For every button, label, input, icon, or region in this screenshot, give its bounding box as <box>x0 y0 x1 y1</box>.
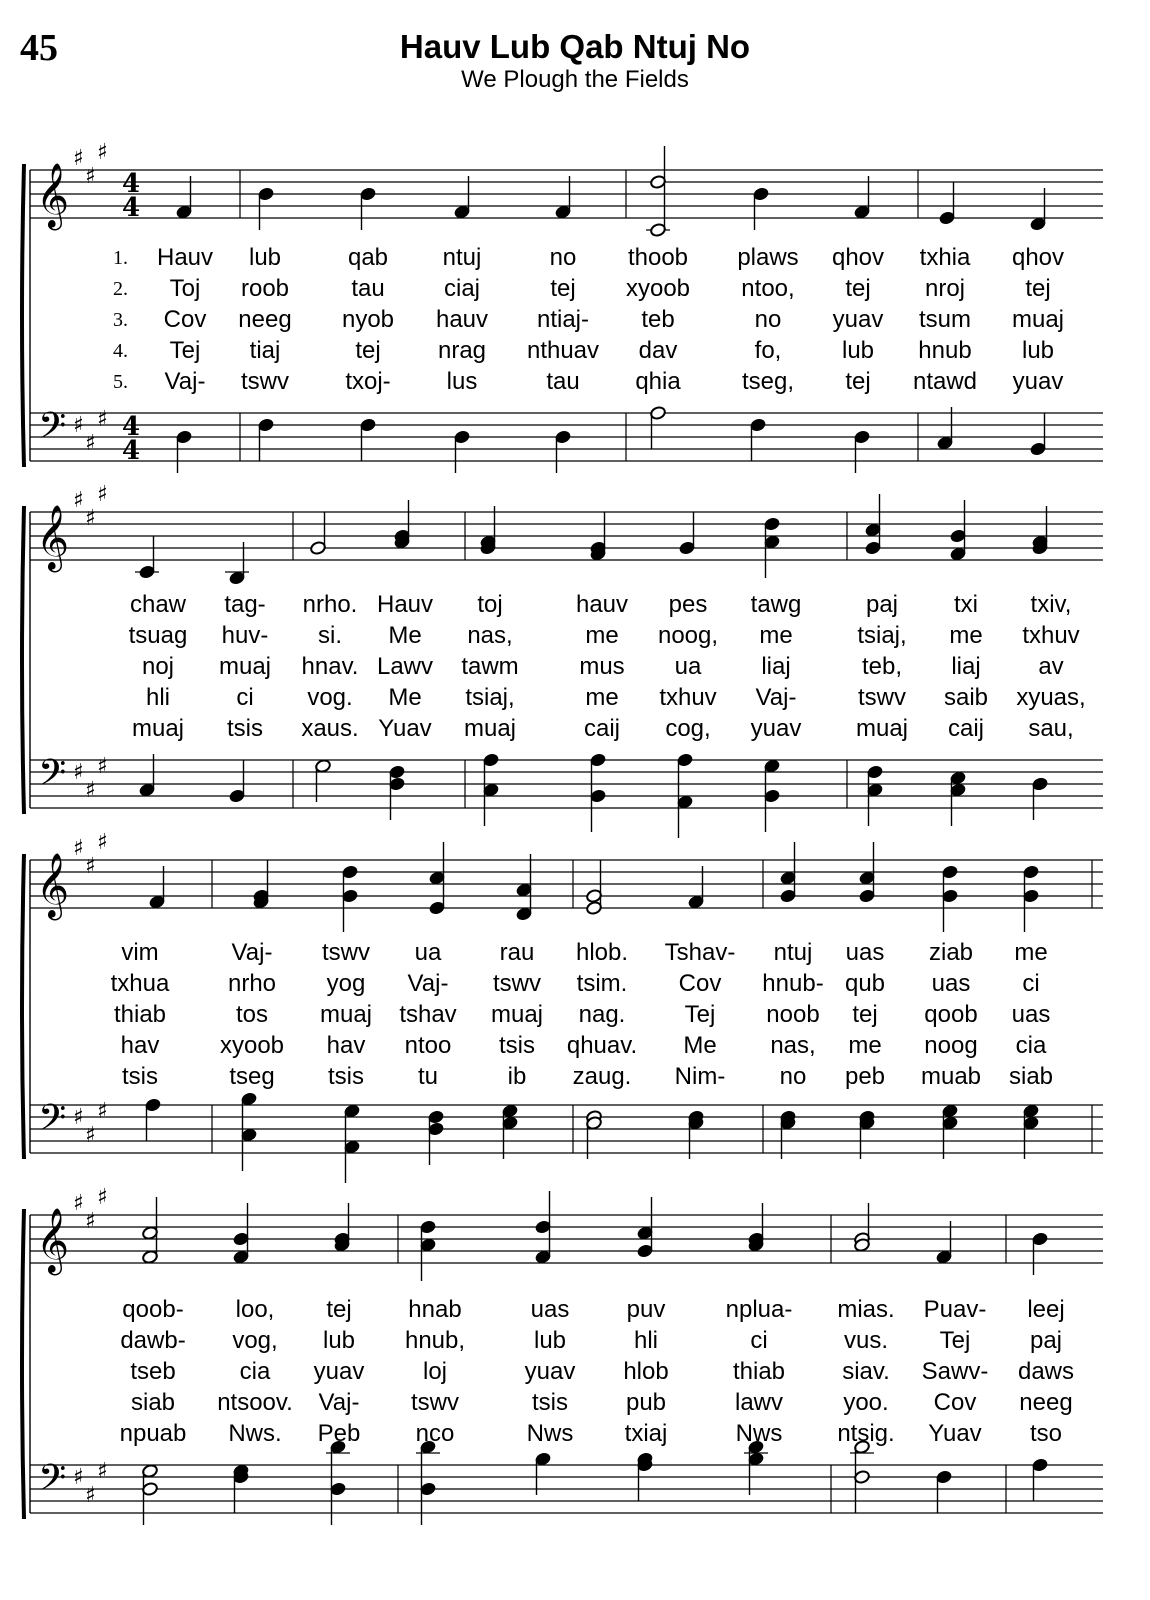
lyric-syllable: thiab <box>113 1001 167 1028</box>
lyric-syllable: teb <box>641 306 675 333</box>
time-signature-upper: 4 <box>122 169 141 199</box>
sharp-icon: ♯ <box>73 1191 84 1216</box>
lyric-syllable: lub <box>248 244 282 271</box>
lyric-syllable: yuav <box>750 715 802 742</box>
lyric-syllable: muaj <box>319 1001 373 1028</box>
lyric-syllable: rau <box>499 939 535 966</box>
lyric-syllable: lub <box>533 1327 567 1354</box>
lyric-syllable: xaus. <box>301 715 359 742</box>
lyric-syllable: loj <box>422 1358 448 1385</box>
lyric-syllable: Vaj- <box>164 368 206 395</box>
lyric-syllable: tej <box>845 368 871 395</box>
verse-number: 5. <box>113 371 128 393</box>
lyric-syllable: lus <box>446 368 478 395</box>
lyric-syllable: vog, <box>232 1327 278 1354</box>
lyric-syllable: me <box>949 622 983 649</box>
lyric-syllable: xyoob <box>219 1032 285 1059</box>
lyric-syllable: huv- <box>221 622 269 649</box>
lyric-syllable: loo, <box>235 1296 275 1323</box>
sharp-icon: ♯ <box>97 1185 108 1210</box>
time-signature-lower: 4 <box>122 193 141 223</box>
lyric-syllable: hnub, <box>404 1327 466 1354</box>
lyric-syllable: paj <box>865 591 899 618</box>
lyric-line <box>0 715 1150 743</box>
lyric-syllable: paj <box>1029 1327 1063 1354</box>
lyric-syllable: nas, <box>467 622 513 649</box>
lyric-syllable: cia <box>239 1358 271 1385</box>
lyric-syllable: chaw <box>129 591 187 618</box>
lyric-syllable: neeg <box>238 306 292 333</box>
lyric-line <box>0 622 1150 650</box>
lyric-line <box>0 275 1150 303</box>
lyric-syllable: qub <box>844 970 886 997</box>
lyric-syllable: uas <box>845 939 885 966</box>
lyric-syllable: siab <box>130 1389 176 1416</box>
lyric-syllable: pes <box>668 591 708 618</box>
lyric-line <box>0 1358 1150 1386</box>
lyric-syllable: qhia <box>635 368 681 395</box>
lyric-syllable: tsum <box>918 306 972 333</box>
treble-clef-icon: 𝄞 <box>36 163 70 228</box>
lyric-syllable: tawm <box>461 653 519 680</box>
lyric-syllable: ntsig. <box>837 1420 895 1447</box>
lyric-syllable: Puav- <box>923 1296 987 1323</box>
lyric-syllable: hlob. <box>575 939 629 966</box>
lyric-syllable: tag- <box>224 591 266 618</box>
lyric-syllable: no <box>779 1063 807 1090</box>
lyric-syllable: Vaj- <box>318 1389 360 1416</box>
lyric-syllable: Cov <box>933 1389 977 1416</box>
lyric-syllable: me <box>759 622 793 649</box>
lyric-syllable: tsis <box>328 1063 364 1090</box>
lyric-line <box>0 1296 1150 1324</box>
lyric-syllable: tseg <box>229 1063 275 1090</box>
sharp-icon: ♯ <box>85 1123 96 1148</box>
lyric-syllable: zaug. <box>572 1063 632 1090</box>
sharp-icon: ♯ <box>85 778 96 803</box>
lyric-syllable: hli <box>145 684 171 711</box>
lyric-syllable: roob <box>240 275 290 302</box>
lyric-syllable: nrag <box>437 337 487 364</box>
lyric-syllable: tsuag <box>128 622 188 649</box>
lyric-syllable: neeg <box>1019 1389 1073 1416</box>
hymn-title: Hauv Lub Qab Ntuj No <box>399 28 751 65</box>
lyric-syllable: Tej <box>684 1001 716 1028</box>
lyric-syllable: peb <box>844 1063 886 1090</box>
sharp-icon: ♯ <box>97 140 108 165</box>
lyric-syllable: siav. <box>842 1358 890 1385</box>
lyric-line <box>0 244 1150 272</box>
lyric-syllable: ci <box>1022 970 1040 997</box>
sharp-icon: ♯ <box>97 407 108 432</box>
lyric-syllable: tej <box>550 275 576 302</box>
lyric-syllable: ntuj <box>773 939 813 966</box>
lyric-syllable: Hauv <box>376 591 434 618</box>
lyric-syllable: muaj <box>131 715 185 742</box>
sharp-icon: ♯ <box>73 146 84 171</box>
lyric-syllable: nas, <box>770 1032 816 1059</box>
lyric-syllable: ntoo, <box>741 275 795 302</box>
lyric-syllable: yuav <box>832 306 884 333</box>
treble-staff <box>30 512 1103 560</box>
lyric-syllable: puv <box>626 1296 666 1323</box>
lyric-syllable: daws <box>1017 1358 1075 1385</box>
lyric-syllable: Yuav <box>378 715 432 742</box>
lyric-syllable: cia <box>1015 1032 1047 1059</box>
lyric-syllable: Tshav- <box>664 939 736 966</box>
lyric-syllable: muaj <box>218 653 272 680</box>
lyric-syllable: txiv, <box>1030 591 1072 618</box>
lyric-syllable: nag. <box>578 1001 626 1028</box>
lyric-syllable: yuav <box>313 1358 365 1385</box>
lyric-line <box>0 1327 1150 1355</box>
lyric-syllable: hauv <box>435 306 489 333</box>
lyric-syllable: Nim- <box>674 1063 726 1090</box>
lyric-syllable: si. <box>318 622 342 649</box>
sharp-icon: ♯ <box>85 506 96 531</box>
lyric-line <box>0 684 1150 712</box>
lyric-line <box>0 970 1150 998</box>
sharp-icon: ♯ <box>73 836 84 861</box>
sharp-icon: ♯ <box>73 1105 84 1130</box>
time-signature-upper: 4 <box>122 412 141 442</box>
verse-number: 1. <box>113 247 128 269</box>
lyric-syllable: txhua <box>110 970 170 997</box>
lyric-syllable: fo, <box>754 337 782 364</box>
lyric-syllable: noob <box>766 1001 820 1028</box>
bass-clef-icon: 𝄢 <box>38 1457 67 1508</box>
lyric-syllable: tswv <box>493 970 541 997</box>
lyric-syllable: ntiaj- <box>536 306 590 333</box>
lyric-syllable: ib <box>507 1063 527 1090</box>
lyric-line <box>0 1063 1150 1091</box>
lyric-syllable: tswv <box>322 939 370 966</box>
lyric-syllable: tswv <box>241 368 289 395</box>
lyric-syllable: tshav <box>399 1001 457 1028</box>
lyric-syllable: nroj <box>924 275 966 302</box>
lyric-syllable: thoob <box>627 244 689 271</box>
lyric-syllable: liaj <box>761 653 791 680</box>
lyric-syllable: teb, <box>861 653 903 680</box>
lyric-syllable: tej <box>326 1296 352 1323</box>
lyric-syllable: ntuj <box>442 244 482 271</box>
lyric-syllable: ci <box>236 684 254 711</box>
lyric-line <box>0 653 1150 681</box>
lyric-syllable: qhuav. <box>566 1032 638 1059</box>
lyric-syllable: mias. <box>837 1296 895 1323</box>
lyric-line <box>0 306 1150 334</box>
lyric-syllable: noog <box>924 1032 978 1059</box>
lyric-syllable: ua <box>674 653 702 680</box>
lyric-syllable: vog. <box>307 684 353 711</box>
lyric-syllable: tu <box>417 1063 439 1090</box>
lyric-syllable: no <box>549 244 577 271</box>
lyric-syllable: toj <box>477 591 503 618</box>
lyric-syllable: tseg, <box>741 368 795 395</box>
lyric-syllable: tswv <box>411 1389 459 1416</box>
lyric-syllable: ntawd <box>912 368 978 395</box>
lyric-syllable: txhuv <box>1022 622 1080 649</box>
lyric-syllable: tseb <box>130 1358 176 1385</box>
lyric-syllable: vim <box>121 939 159 966</box>
time-signature-lower: 4 <box>122 436 141 466</box>
lyric-syllable: ntsoov. <box>217 1389 293 1416</box>
lyric-syllable: xyoob <box>625 275 691 302</box>
hymn-subtitle: We Plough the Fields <box>461 66 689 93</box>
lyric-syllable: yuav <box>524 1358 576 1385</box>
lyric-syllable: tej <box>1025 275 1051 302</box>
lyric-syllable: dav <box>638 337 678 364</box>
lyric-syllable: lawv <box>734 1389 784 1416</box>
lyric-syllable: caij <box>583 715 621 742</box>
lyric-syllable: nco <box>415 1420 455 1447</box>
lyric-syllable: cog, <box>665 715 711 742</box>
lyric-syllable: tau <box>546 368 580 395</box>
bass-clef-icon: 𝄢 <box>38 405 67 456</box>
lyric-syllable: tej <box>845 275 871 302</box>
lyric-syllable: vus. <box>843 1327 889 1354</box>
lyric-syllable: xyuas, <box>1016 684 1086 711</box>
lyric-syllable: Hauv <box>156 244 214 271</box>
lyric-syllable: leej <box>1027 1296 1065 1323</box>
sharp-icon: ♯ <box>73 760 84 785</box>
lyric-syllable: Vaj- <box>231 939 273 966</box>
lyric-syllable: tawg <box>750 591 802 618</box>
lyric-line <box>0 1420 1150 1448</box>
lyric-syllable: nrho <box>227 970 277 997</box>
lyric-syllable: lub <box>841 337 875 364</box>
verse-number: 4. <box>113 340 128 362</box>
lyric-syllable: Vaj- <box>755 684 797 711</box>
lyric-syllable: plaws <box>737 244 799 271</box>
lyric-syllable: tsiaj, <box>465 684 515 711</box>
lyric-syllable: ntoo <box>404 1032 452 1059</box>
lyric-syllable: Me <box>683 1032 717 1059</box>
lyric-syllable: me <box>585 622 619 649</box>
lyric-syllable: Nws <box>526 1420 574 1447</box>
sharp-icon: ♯ <box>85 164 96 189</box>
treble-staff <box>30 860 1103 908</box>
lyric-syllable: Nws. <box>228 1420 282 1447</box>
lyric-syllable: muaj <box>463 715 517 742</box>
lyric-line <box>0 939 1150 967</box>
lyric-syllable: tiaj <box>249 337 281 364</box>
lyric-syllable: nthuav <box>526 337 600 364</box>
sharp-icon: ♯ <box>97 1099 108 1124</box>
lyric-syllable: tso <box>1029 1420 1063 1447</box>
lyric-syllable: saib <box>943 684 989 711</box>
sharp-icon: ♯ <box>85 854 96 879</box>
lyric-syllable: tsiaj, <box>857 622 907 649</box>
lyric-syllable: ua <box>414 939 442 966</box>
lyric-syllable: lub <box>1021 337 1055 364</box>
lyric-syllable: Me <box>388 684 422 711</box>
bass-staff <box>30 760 1103 808</box>
lyric-syllable: Yuav <box>928 1420 982 1447</box>
lyric-syllable: Cov <box>163 306 207 333</box>
lyric-syllable: Vaj- <box>407 970 449 997</box>
sharp-icon: ♯ <box>73 413 84 438</box>
lyric-syllable: noog, <box>657 622 719 649</box>
lyric-syllable: tsis <box>499 1032 535 1059</box>
lyric-syllable: me <box>585 684 619 711</box>
lyric-line <box>0 591 1150 619</box>
lyric-syllable: av <box>1038 653 1064 680</box>
lyric-syllable: Cov <box>678 970 722 997</box>
lyric-syllable: tej <box>355 337 381 364</box>
sharp-icon: ♯ <box>73 1465 84 1490</box>
lyric-syllable: qoob <box>924 1001 978 1028</box>
lyric-syllable: hnub- <box>762 970 824 997</box>
lyric-syllable: me <box>1014 939 1048 966</box>
lyric-syllable: tej <box>852 1001 878 1028</box>
lyric-syllable: no <box>754 306 782 333</box>
lyric-syllable: hauv <box>575 591 629 618</box>
lyric-syllable: ziab <box>928 939 974 966</box>
lyric-syllable: muaj <box>490 1001 544 1028</box>
treble-clef-icon: 𝄞 <box>36 1208 70 1273</box>
lyric-line <box>0 1001 1150 1029</box>
lyric-syllable: txhia <box>919 244 971 271</box>
lyric-syllable: uas <box>530 1296 570 1323</box>
lyric-syllable: npuab <box>119 1420 187 1447</box>
lyric-syllable: Toj <box>169 275 201 302</box>
lyric-syllable: uas <box>931 970 971 997</box>
lyric-syllable: thiab <box>732 1358 786 1385</box>
hymn-number: 45 <box>20 27 58 69</box>
lyric-syllable: sau, <box>1028 715 1074 742</box>
lyric-syllable: tsim. <box>576 970 628 997</box>
lyric-syllable: lub <box>322 1327 356 1354</box>
lyric-syllable: muaj <box>855 715 909 742</box>
lyric-syllable: nyob <box>341 306 395 333</box>
lyric-syllable: hlob <box>623 1358 669 1385</box>
lyric-syllable: pub <box>625 1389 667 1416</box>
lyric-syllable: qab <box>347 244 389 271</box>
sharp-icon: ♯ <box>97 1459 108 1484</box>
sharp-icon: ♯ <box>97 482 108 507</box>
lyric-syllable: hli <box>633 1327 659 1354</box>
lyric-syllable: noj <box>141 653 175 680</box>
lyric-syllable: ci <box>750 1327 768 1354</box>
lyric-syllable: Nws <box>735 1420 783 1447</box>
lyric-syllable: hnub <box>918 337 972 364</box>
lyric-syllable: tsis <box>532 1389 568 1416</box>
lyric-syllable: siab <box>1008 1063 1054 1090</box>
sharp-icon: ♯ <box>73 488 84 513</box>
lyric-syllable: txi <box>954 591 978 618</box>
lyric-syllable: hnab <box>408 1296 462 1323</box>
sharp-icon: ♯ <box>97 754 108 779</box>
lyric-syllable: Tej <box>939 1327 971 1354</box>
lyric-line <box>0 1032 1150 1060</box>
lyric-syllable: hav <box>326 1032 366 1059</box>
lyric-syllable: tswv <box>858 684 906 711</box>
treble-clef-icon: 𝄞 <box>36 853 70 918</box>
lyric-syllable: caij <box>947 715 985 742</box>
lyric-syllable: dawb- <box>120 1327 186 1354</box>
lyric-syllable: Me <box>388 622 422 649</box>
lyric-syllable: qhov <box>831 244 885 271</box>
lyric-line <box>0 337 1150 365</box>
lyric-syllable: Sawv- <box>921 1358 989 1385</box>
sharp-icon: ♯ <box>85 1483 96 1508</box>
lyric-syllable: Lawv <box>376 653 434 680</box>
lyric-syllable: txiaj <box>624 1420 668 1447</box>
lyric-syllable: uas <box>1011 1001 1051 1028</box>
lyric-syllable: yuav <box>1012 368 1064 395</box>
bass-clef-icon: 𝄢 <box>38 1097 67 1148</box>
lyric-syllable: mus <box>579 653 625 680</box>
lyric-syllable: muaj <box>1011 306 1065 333</box>
lyric-syllable: txoj- <box>345 368 391 395</box>
lyric-syllable: qhov <box>1011 244 1065 271</box>
lyric-syllable: Tej <box>169 337 201 364</box>
lyric-line <box>0 1389 1150 1417</box>
lyric-syllable: tau <box>351 275 385 302</box>
lyric-syllable: nplua- <box>725 1296 793 1323</box>
bass-staff <box>30 1105 1103 1153</box>
lyric-syllable: me <box>848 1032 882 1059</box>
sharp-icon: ♯ <box>85 1209 96 1234</box>
lyric-syllable: ciaj <box>443 275 481 302</box>
lyric-syllable: tsis <box>122 1063 158 1090</box>
lyric-syllable: yoo. <box>843 1389 889 1416</box>
lyric-syllable: hav <box>120 1032 160 1059</box>
lyric-syllable: tsis <box>227 715 263 742</box>
verse-number: 2. <box>113 278 128 300</box>
sharp-icon: ♯ <box>85 431 96 456</box>
sharp-icon: ♯ <box>97 830 108 855</box>
verse-number: 3. <box>113 309 128 331</box>
lyric-syllable: yog <box>326 970 366 997</box>
lyric-syllable: qoob- <box>122 1296 184 1323</box>
treble-clef-icon: 𝄞 <box>36 505 70 570</box>
lyric-syllable: hnav. <box>301 653 359 680</box>
lyric-syllable: liaj <box>951 653 981 680</box>
lyric-syllable: nrho. <box>302 591 358 618</box>
lyric-syllable: txhuv <box>659 684 717 711</box>
bass-clef-icon: 𝄢 <box>38 752 67 803</box>
lyric-syllable: muab <box>920 1063 982 1090</box>
lyric-line <box>0 368 1150 396</box>
lyric-syllable: Peb <box>317 1420 361 1447</box>
lyric-syllable: tos <box>235 1001 269 1028</box>
